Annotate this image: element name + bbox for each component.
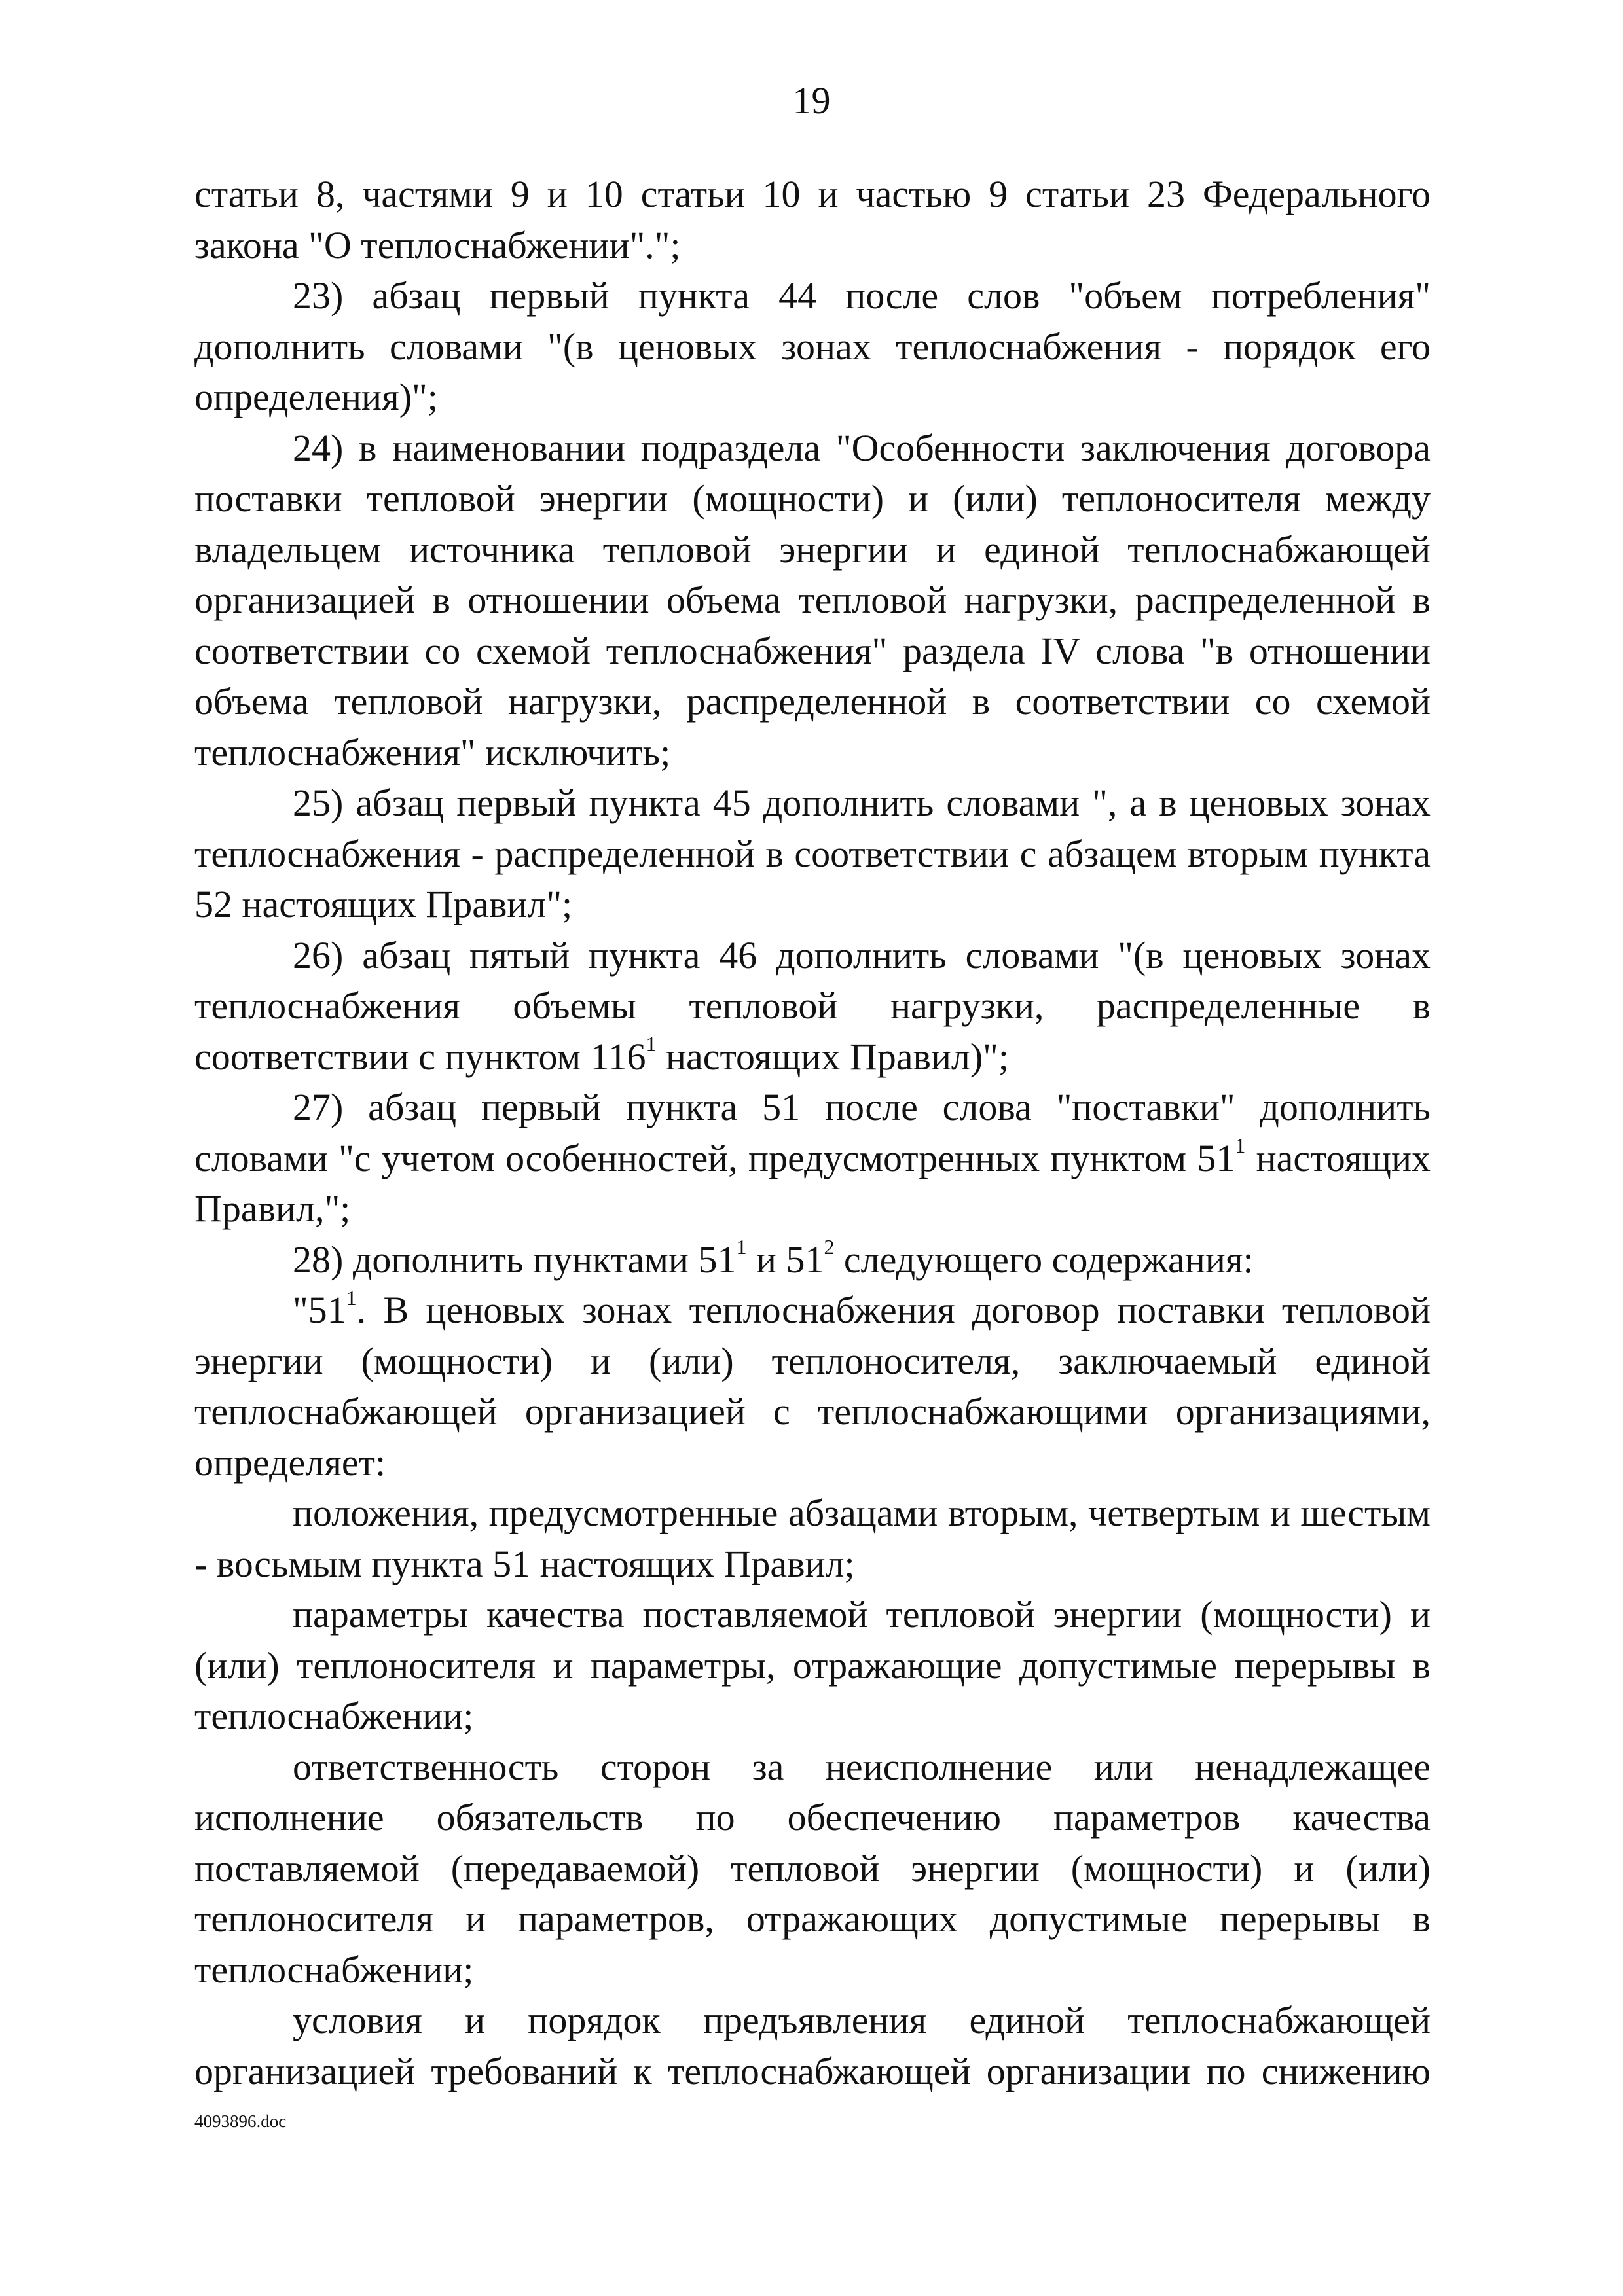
paragraph-item-26 (194, 930, 1431, 1083)
superscript: 1 (346, 1286, 357, 1310)
superscript: 1 (736, 1236, 747, 1259)
paragraph-text: настоящих Правил,"; (194, 1136, 1431, 1230)
paragraph-item-23: 23) абзац первый пункта 44 после слов "объем потребления" дополнить словами "(в ценовых зонах теплоснабжения - порядок его определения)"; (194, 274, 1431, 418)
paragraph-provisions: положения, предусмотренные абзацами вторым, четвертым и шестым - восьмым пункта 51 настоящих Правил; (194, 1492, 1431, 1585)
page-number: 19 (792, 79, 831, 122)
paragraph-conditions: условия и порядок предъявления единой теплоснабжающей организацией требований к теплоснабжающей организации по снижению (194, 1999, 1431, 2092)
document-footer: 4093896.doc (194, 2111, 287, 2131)
paragraph-text: "51 (293, 1289, 346, 1331)
superscript: 1 (1235, 1134, 1246, 1158)
paragraph-item-28 (194, 1234, 1431, 1285)
paragraph-item-25: 25) абзац первый пункта 45 дополнить словами ", а в ценовых зонах теплоснабжения - распределенной в соответствии с абзацем вторым пункта 52 настоящих Правил"; (194, 781, 1431, 925)
paragraph-responsibility: ответственность сторон за неисполнение или ненадлежащее исполнение обязательств по обеспечению параметров качества поставляемой (передаваемой) тепловой энергии (мощности) и (или) теплоносителя и параметров, отражающих допустимые перерывы в теплоснабжении; (194, 1745, 1431, 1991)
paragraph-text: следующего содержания: (834, 1238, 1254, 1281)
paragraph-quality-parameters: параметры качества поставляемой тепловой энергии (мощности) и (или) теплоносителя и параметры, отражающие допустимые перерывы в теплоснабжении; (194, 1593, 1431, 1737)
paragraph-continuation: статьи 8, частями 9 и 10 статьи 10 и частью 9 статьи 23 Федерального закона "О теплоснабжении"."; (194, 173, 1431, 266)
paragraph-item-27 (194, 1082, 1431, 1234)
paragraph-text: и 51 (746, 1238, 824, 1281)
paragraph-text: настоящих Правил)"; (656, 1035, 1009, 1078)
paragraph-clause-51-1 (194, 1285, 1431, 1488)
superscript: 1 (646, 1033, 657, 1056)
paragraph-text: 28) дополнить пунктами 51 (293, 1238, 737, 1281)
document-body (194, 169, 1431, 2096)
superscript: 2 (824, 1236, 835, 1259)
paragraph-item-24: 24) в наименовании подраздела "Особенности заключения договора поставки тепловой энергии (мощности) и (или) теплоносителя между владельцем источника тепловой энергии и единой теплоснабжающей организацией в отношении объема тепловой нагрузки, распределенной в соответствии со схемой теплоснабжения" раздела IV слова "в отношении объема тепловой нагрузки, распределенной в соответствии со схемой теплоснабжения" исключить; (194, 426, 1431, 774)
paragraph-text: 26) абзац пятый пункта 46 дополнить словами "(в ценовых зонах теплоснабжения объемы тепловой нагрузки, распределенные в соответствии с пунктом 116 (194, 933, 1431, 1078)
paragraph-text: 27) абзац первый пункта 51 после слова "поставки" дополнить словами "с учетом особенностей, предусмотренных пунктом 51 (194, 1086, 1431, 1179)
paragraph-text: . В ценовых зонах теплоснабжения договор поставки тепловой энергии (мощности) и (или) теплоносителя, заключаемый единой теплоснабжающей организацией с теплоснабжающими организациями, определяет: (194, 1289, 1431, 1484)
